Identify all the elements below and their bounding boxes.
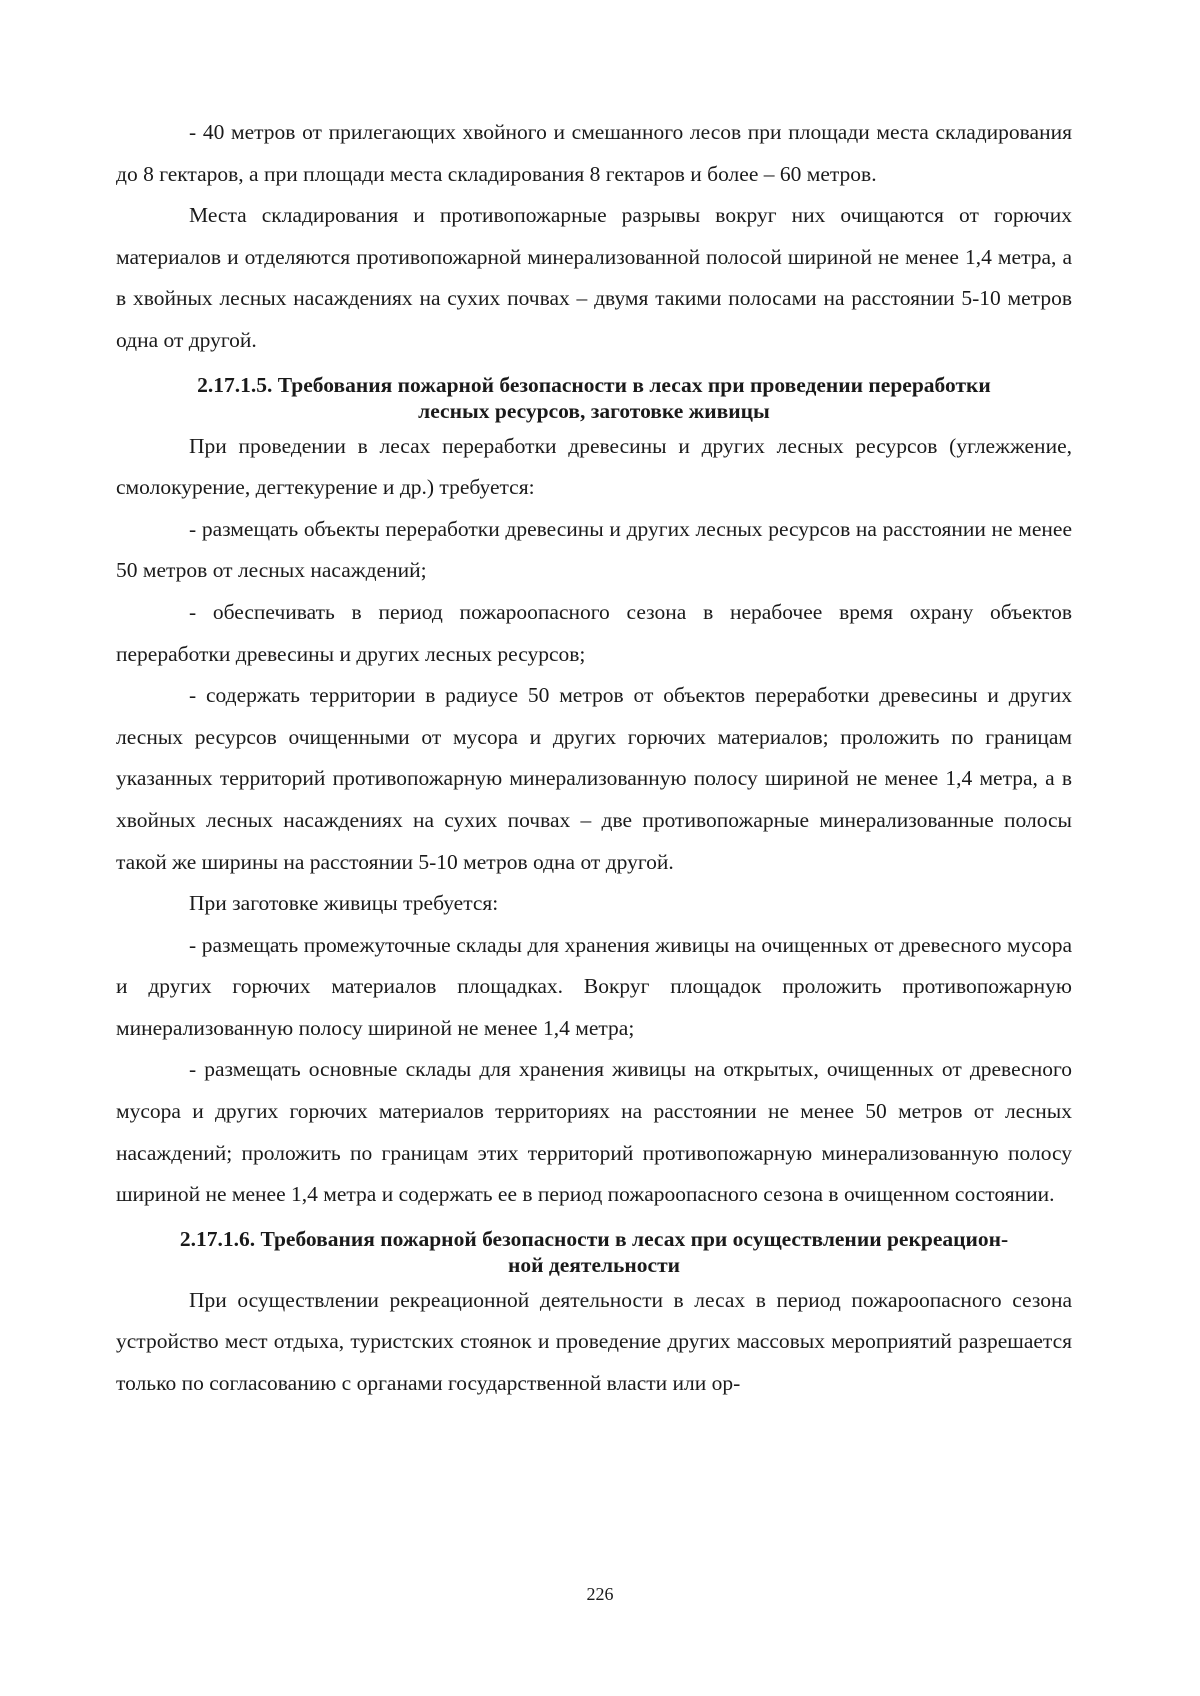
paragraph: При заготовке живицы требуется: bbox=[189, 891, 499, 916]
paragraph: - обеспечивать в период пожароопасного сезона в нерабочее время охрану объектов переработки древесины и других лесных ресурсов; bbox=[116, 599, 1072, 666]
paragraph: Места складирования и противопожарные разрывы вокруг них очищаются от горючих материалов и отделяются противопожарной минерализованной полосой шириной не менее 1,4 метра, а в хвойных лесных насаждениях на сухих почвах – двумя такими полосами на расстоянии 5-10 метров одна от другой. bbox=[116, 203, 1072, 352]
section-heading-2-17-1-5 bbox=[116, 372, 1072, 424]
heading-line: ной деятельности bbox=[507, 1252, 681, 1277]
heading-line: лесных ресурсов, заготовке живицы bbox=[418, 398, 770, 423]
section-heading-2-17-1-6 bbox=[116, 1226, 1072, 1278]
heading-line: 2.17.1.5. Требования пожарной безопасности в лесах при проведении переработки bbox=[197, 372, 991, 397]
paragraph: - размещать промежуточные склады для хранения живицы на очищенных от древесного мусора и других горючих материалов площадках. Вокруг площадок проложить противопожарную минерализованную полосу шириной не менее 1,4 метра; bbox=[116, 932, 1072, 1040]
page-number: 226 bbox=[586, 1584, 614, 1604]
heading-line: 2.17.1.6. Требования пожарной безопасности в лесах при осуществлении рекреацион- bbox=[179, 1226, 1009, 1251]
paragraph: - размещать основные склады для хранения живицы на открытых, очищенных от древесного мусора и других горючих материалов территориях на расстоянии не менее 50 метров от лесных насаждений; проложить по границам этих территорий противопожарную минерализованную полосу шириной не менее 1,4 метра и содержать ее в период пожароопасного сезона в очищенном состоянии. bbox=[116, 1057, 1072, 1207]
paragraph: При осуществлении рекреационной деятельности в лесах в период пожароопасного сезона устройство мест отдыха, туристских стоянок и проведение других массовых мероприятий разрешается только по согласованию с органами государственной власти или ор- bbox=[116, 1287, 1072, 1396]
paragraph: - 40 метров от прилегающих хвойного и смешанного лесов при площади места складирования до 8 гектаров, а при площади места складирования 8 гектаров и более – 60 метров. bbox=[116, 120, 1072, 186]
page-body bbox=[116, 112, 1072, 1405]
paragraph: При проведении в лесах переработки древесины и других лесных ресурсов (углежжение, смолокурение, дегтекурение и др.) требуется: bbox=[116, 433, 1072, 500]
paragraph: - размещать объекты переработки древесины и других лесных ресурсов на расстоянии не менее 50 метров от лесных насаждений; bbox=[116, 516, 1072, 583]
paragraph: - содержать территории в радиусе 50 метров от объектов переработки древесины и других лесных ресурсов очищенными от мусора и других горючих материалов; проложить по границам указанных территорий противопожарную минерализованную полосу шириной не менее 1,4 метра, а в хвойных лесных насаждениях на сухих почвах – две противопожарные минерализованные полосы такой же ширины на расстоянии 5-10 метров одна от другой. bbox=[116, 683, 1072, 874]
